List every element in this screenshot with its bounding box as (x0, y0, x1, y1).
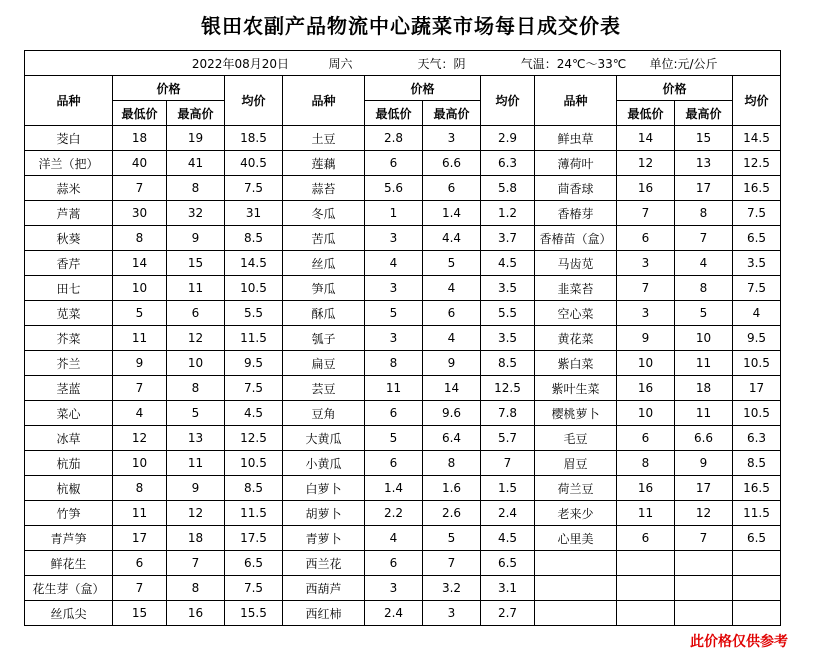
max-price-cell: 32 (167, 201, 225, 226)
max-price-cell: 41 (167, 151, 225, 176)
min-price-cell: 40 (113, 151, 167, 176)
max-price-cell: 4 (423, 276, 481, 301)
min-price-cell: 30 (113, 201, 167, 226)
header-row-2 (25, 101, 781, 126)
table-row (25, 276, 781, 301)
avg-price-cell: 6.5 (733, 526, 781, 551)
avg-price-cell: 3.7 (481, 226, 535, 251)
variety-cell: 心里美 (535, 526, 617, 551)
variety-cell: 樱桃萝卜 (535, 401, 617, 426)
min-price-cell: 6 (365, 451, 423, 476)
max-price-cell: 18 (167, 526, 225, 551)
variety-header: 品种 (25, 76, 113, 126)
variety-cell: 菜心 (25, 401, 113, 426)
min-price-cell: 10 (113, 276, 167, 301)
avg-header: 均价 (225, 76, 283, 126)
min-price-cell: 6 (617, 226, 675, 251)
variety-cell: 眉豆 (535, 451, 617, 476)
min-price-cell: 1 (365, 201, 423, 226)
variety-cell: 紫叶生菜 (535, 376, 617, 401)
min-price-cell: 9 (617, 326, 675, 351)
max-price-cell: 4 (675, 251, 733, 276)
variety-cell (535, 601, 617, 626)
variety-cell: 蒜米 (25, 176, 113, 201)
variety-cell: 青萝卜 (283, 526, 365, 551)
avg-price-cell: 16.5 (733, 476, 781, 501)
variety-cell: 香椿苗（盒） (535, 226, 617, 251)
avg-price-cell: 10.5 (733, 401, 781, 426)
avg-price-cell: 7.5 (733, 276, 781, 301)
avg-price-cell: 17 (733, 376, 781, 401)
max-price-cell: 3 (423, 601, 481, 626)
variety-cell: 芦蒿 (25, 201, 113, 226)
variety-cell: 西兰花 (283, 551, 365, 576)
avg-price-cell: 3.1 (481, 576, 535, 601)
table-row (25, 551, 781, 576)
min-price-cell: 10 (617, 351, 675, 376)
avg-price-cell: 2.7 (481, 601, 535, 626)
max-price-cell: 11 (675, 351, 733, 376)
avg-price-cell: 5.5 (481, 301, 535, 326)
variety-cell (535, 576, 617, 601)
variety-cell: 冰草 (25, 426, 113, 451)
avg-price-cell: 11.5 (733, 501, 781, 526)
min-price-cell: 3 (365, 226, 423, 251)
table-row (25, 376, 781, 401)
table-row (25, 501, 781, 526)
min-price-cell: 6 (365, 551, 423, 576)
min-price-cell: 7 (113, 576, 167, 601)
max-price-cell: 12 (167, 501, 225, 526)
min-price-cell: 5.6 (365, 176, 423, 201)
variety-cell: 洋兰（把） (25, 151, 113, 176)
max-price-cell (675, 601, 733, 626)
min-price-cell: 7 (617, 201, 675, 226)
max-price-cell: 8 (675, 276, 733, 301)
table-row (25, 226, 781, 251)
table-row (25, 426, 781, 451)
variety-cell: 大黄瓜 (283, 426, 365, 451)
info-cell (25, 51, 781, 76)
variety-cell: 老来少 (535, 501, 617, 526)
table-row (25, 201, 781, 226)
variety-cell: 茭白 (25, 126, 113, 151)
min-price-cell: 7 (113, 176, 167, 201)
max-price-header: 最高价 (675, 101, 733, 126)
min-price-cell: 12 (617, 151, 675, 176)
table-row (25, 126, 781, 151)
variety-cell: 竹笋 (25, 501, 113, 526)
max-price-cell: 6.6 (423, 151, 481, 176)
min-price-cell: 11 (617, 501, 675, 526)
max-price-cell: 9 (167, 476, 225, 501)
variety-cell: 茎蓝 (25, 376, 113, 401)
max-price-cell: 8 (167, 376, 225, 401)
max-price-cell: 4 (423, 326, 481, 351)
max-price-cell: 1.6 (423, 476, 481, 501)
max-price-cell: 17 (675, 476, 733, 501)
min-price-cell: 3 (617, 301, 675, 326)
table-row (25, 476, 781, 501)
avg-header: 均价 (733, 76, 781, 126)
max-price-cell: 7 (167, 551, 225, 576)
avg-price-cell: 4.5 (225, 401, 283, 426)
info-row (25, 51, 781, 76)
avg-price-cell: 2.9 (481, 126, 535, 151)
min-price-cell: 16 (617, 176, 675, 201)
min-price-cell: 2.8 (365, 126, 423, 151)
avg-price-cell: 4.5 (481, 251, 535, 276)
unit-text: 单位:元/公斤 (649, 56, 718, 71)
avg-price-cell: 7.5 (225, 576, 283, 601)
variety-cell: 扁豆 (283, 351, 365, 376)
max-price-cell: 11 (675, 401, 733, 426)
min-price-cell: 11 (365, 376, 423, 401)
variety-cell: 丝瓜 (283, 251, 365, 276)
avg-price-cell: 14.5 (225, 251, 283, 276)
max-price-cell: 8 (167, 176, 225, 201)
min-price-cell: 7 (113, 376, 167, 401)
date-text: 2022年08月20日 (191, 56, 289, 71)
variety-cell: 鲜花生 (25, 551, 113, 576)
avg-price-cell (733, 551, 781, 576)
header-row-1 (25, 76, 781, 101)
table-row (25, 251, 781, 276)
variety-cell: 马齿苋 (535, 251, 617, 276)
min-price-cell: 7 (617, 276, 675, 301)
variety-cell: 空心菜 (535, 301, 617, 326)
variety-cell: 芥菜 (25, 326, 113, 351)
avg-price-cell: 6.5 (481, 551, 535, 576)
max-price-cell: 8 (167, 576, 225, 601)
min-price-header: 最低价 (113, 101, 167, 126)
min-price-cell: 3 (365, 576, 423, 601)
min-price-cell: 8 (617, 451, 675, 476)
weekday-text: 周六 (328, 56, 353, 71)
avg-price-cell: 5.8 (481, 176, 535, 201)
min-price-cell: 6 (365, 151, 423, 176)
avg-header: 均价 (481, 76, 535, 126)
avg-price-cell: 10.5 (225, 451, 283, 476)
min-price-header: 最低价 (365, 101, 423, 126)
avg-price-cell: 12.5 (225, 426, 283, 451)
min-price-cell: 3 (617, 251, 675, 276)
max-price-cell: 8 (423, 451, 481, 476)
max-price-cell: 10 (675, 326, 733, 351)
min-price-header: 最低价 (617, 101, 675, 126)
max-price-cell: 16 (167, 601, 225, 626)
variety-cell: 香椿芽 (535, 201, 617, 226)
avg-price-cell: 15.5 (225, 601, 283, 626)
avg-price-cell: 8.5 (481, 351, 535, 376)
max-price-cell: 6 (167, 301, 225, 326)
avg-price-cell: 3.5 (481, 326, 535, 351)
avg-price-cell: 1.5 (481, 476, 535, 501)
min-price-cell: 10 (617, 401, 675, 426)
min-price-cell: 5 (113, 301, 167, 326)
temperature-text: 气温：24℃～33℃ (520, 56, 627, 71)
max-price-cell: 5 (423, 526, 481, 551)
price-header: 价格 (365, 76, 481, 101)
max-price-cell: 15 (167, 251, 225, 276)
max-price-cell: 11 (167, 276, 225, 301)
avg-price-cell: 3.5 (733, 251, 781, 276)
variety-cell: 西红柿 (283, 601, 365, 626)
variety-cell: 瓠子 (283, 326, 365, 351)
avg-price-cell: 6.5 (733, 226, 781, 251)
avg-price-cell: 40.5 (225, 151, 283, 176)
variety-cell: 笋瓜 (283, 276, 365, 301)
table-row (25, 176, 781, 201)
max-price-cell: 10 (167, 351, 225, 376)
min-price-cell: 4 (365, 251, 423, 276)
avg-price-cell: 7.5 (225, 376, 283, 401)
variety-cell: 蒜苔 (283, 176, 365, 201)
avg-price-cell: 9.5 (225, 351, 283, 376)
max-price-cell: 5 (675, 301, 733, 326)
min-price-cell: 15 (113, 601, 167, 626)
variety-cell: 丝瓜尖 (25, 601, 113, 626)
max-price-cell: 5 (167, 401, 225, 426)
variety-header: 品种 (283, 76, 365, 126)
variety-cell: 花生芽（盒） (25, 576, 113, 601)
avg-price-cell: 16.5 (733, 176, 781, 201)
min-price-cell: 9 (113, 351, 167, 376)
variety-cell: 紫白菜 (535, 351, 617, 376)
variety-cell: 田七 (25, 276, 113, 301)
price-table (24, 50, 781, 626)
max-price-cell: 2.6 (423, 501, 481, 526)
max-price-cell: 7 (423, 551, 481, 576)
variety-cell: 冬瓜 (283, 201, 365, 226)
avg-price-cell: 5.5 (225, 301, 283, 326)
avg-price-cell: 5.7 (481, 426, 535, 451)
max-price-cell: 1.4 (423, 201, 481, 226)
max-price-cell: 9.6 (423, 401, 481, 426)
variety-cell: 荷兰豆 (535, 476, 617, 501)
max-price-cell: 13 (167, 426, 225, 451)
min-price-cell: 8 (113, 226, 167, 251)
max-price-cell: 9 (423, 351, 481, 376)
price-header: 价格 (113, 76, 225, 101)
avg-price-cell: 8.5 (733, 451, 781, 476)
max-price-cell: 13 (675, 151, 733, 176)
min-price-cell: 10 (113, 451, 167, 476)
min-price-cell: 6 (617, 526, 675, 551)
avg-price-cell: 6.3 (481, 151, 535, 176)
min-price-cell: 16 (617, 476, 675, 501)
variety-cell: 鲜虫草 (535, 126, 617, 151)
min-price-cell: 11 (113, 326, 167, 351)
min-price-cell: 4 (365, 526, 423, 551)
avg-price-cell: 4 (733, 301, 781, 326)
max-price-cell: 6 (423, 301, 481, 326)
reference-note: 此价格仅供参考 (690, 634, 788, 650)
avg-price-cell: 4.5 (481, 526, 535, 551)
variety-cell: 毛豆 (535, 426, 617, 451)
variety-cell: 胡萝卜 (283, 501, 365, 526)
min-price-cell: 16 (617, 376, 675, 401)
max-price-cell: 8 (675, 201, 733, 226)
max-price-cell: 3 (423, 126, 481, 151)
variety-header: 品种 (535, 76, 617, 126)
max-price-cell: 7 (675, 226, 733, 251)
max-price-cell: 12 (675, 501, 733, 526)
avg-price-cell: 11.5 (225, 501, 283, 526)
page-title: 银田农副产品物流中心蔬菜市场每日成交价表 (201, 14, 621, 38)
min-price-cell: 8 (365, 351, 423, 376)
min-price-cell: 5 (365, 426, 423, 451)
variety-cell: 杭茄 (25, 451, 113, 476)
avg-price-cell: 14.5 (733, 126, 781, 151)
max-price-cell: 9 (675, 451, 733, 476)
max-price-cell: 17 (675, 176, 733, 201)
variety-cell: 豆角 (283, 401, 365, 426)
min-price-cell: 2.2 (365, 501, 423, 526)
avg-price-cell: 6.3 (733, 426, 781, 451)
max-price-cell: 3.2 (423, 576, 481, 601)
variety-cell: 秋葵 (25, 226, 113, 251)
weather-text: 天气：阴 (417, 56, 466, 71)
table-row (25, 351, 781, 376)
avg-price-cell: 31 (225, 201, 283, 226)
max-price-header: 最高价 (167, 101, 225, 126)
variety-cell: 莲藕 (283, 151, 365, 176)
variety-cell: 土豆 (283, 126, 365, 151)
min-price-cell: 4 (113, 401, 167, 426)
max-price-cell: 19 (167, 126, 225, 151)
avg-price-cell: 2.4 (481, 501, 535, 526)
avg-price-cell: 12.5 (733, 151, 781, 176)
min-price-cell: 3 (365, 326, 423, 351)
max-price-header: 最高价 (423, 101, 481, 126)
avg-price-cell: 3.5 (481, 276, 535, 301)
min-price-cell (617, 601, 675, 626)
avg-price-cell: 7 (481, 451, 535, 476)
avg-price-cell (733, 601, 781, 626)
avg-price-cell: 9.5 (733, 326, 781, 351)
avg-price-cell: 7.5 (225, 176, 283, 201)
max-price-cell: 6.4 (423, 426, 481, 451)
min-price-cell: 3 (365, 276, 423, 301)
avg-price-cell: 7.8 (481, 401, 535, 426)
max-price-cell: 12 (167, 326, 225, 351)
variety-cell: 茴香球 (535, 176, 617, 201)
min-price-cell: 11 (113, 501, 167, 526)
avg-price-cell (733, 576, 781, 601)
max-price-cell: 18 (675, 376, 733, 401)
variety-cell: 黄花菜 (535, 326, 617, 351)
min-price-cell: 6 (617, 426, 675, 451)
max-price-cell: 11 (167, 451, 225, 476)
table-row (25, 576, 781, 601)
variety-cell: 小黄瓜 (283, 451, 365, 476)
avg-price-cell: 11.5 (225, 326, 283, 351)
max-price-cell: 5 (423, 251, 481, 276)
variety-cell: 苋菜 (25, 301, 113, 326)
variety-cell: 酥瓜 (283, 301, 365, 326)
avg-price-cell: 7.5 (733, 201, 781, 226)
min-price-cell (617, 551, 675, 576)
min-price-cell: 14 (113, 251, 167, 276)
table-row (25, 601, 781, 626)
variety-cell: 西葫芦 (283, 576, 365, 601)
avg-price-cell: 10.5 (225, 276, 283, 301)
max-price-cell: 14 (423, 376, 481, 401)
min-price-cell: 14 (617, 126, 675, 151)
max-price-cell: 4.4 (423, 226, 481, 251)
min-price-cell: 17 (113, 526, 167, 551)
max-price-cell: 15 (675, 126, 733, 151)
min-price-cell: 6 (113, 551, 167, 576)
variety-cell: 杭椒 (25, 476, 113, 501)
avg-price-cell: 8.5 (225, 476, 283, 501)
min-price-cell: 12 (113, 426, 167, 451)
max-price-cell (675, 576, 733, 601)
variety-cell: 香芹 (25, 251, 113, 276)
max-price-cell: 6 (423, 176, 481, 201)
table-row (25, 401, 781, 426)
max-price-cell: 9 (167, 226, 225, 251)
max-price-cell (675, 551, 733, 576)
min-price-cell (617, 576, 675, 601)
variety-cell: 芸豆 (283, 376, 365, 401)
variety-cell: 芥兰 (25, 351, 113, 376)
price-header: 价格 (617, 76, 733, 101)
min-price-cell: 1.4 (365, 476, 423, 501)
min-price-cell: 2.4 (365, 601, 423, 626)
avg-price-cell: 1.2 (481, 201, 535, 226)
avg-price-cell: 18.5 (225, 126, 283, 151)
min-price-cell: 8 (113, 476, 167, 501)
max-price-cell: 7 (675, 526, 733, 551)
variety-cell (535, 551, 617, 576)
variety-cell: 青芦笋 (25, 526, 113, 551)
table-row (25, 301, 781, 326)
min-price-cell: 5 (365, 301, 423, 326)
min-price-cell: 6 (365, 401, 423, 426)
min-price-cell: 18 (113, 126, 167, 151)
table-row (25, 451, 781, 476)
variety-cell: 薄荷叶 (535, 151, 617, 176)
table-row (25, 526, 781, 551)
avg-price-cell: 10.5 (733, 351, 781, 376)
variety-cell: 韭菜苔 (535, 276, 617, 301)
max-price-cell: 6.6 (675, 426, 733, 451)
avg-price-cell: 6.5 (225, 551, 283, 576)
table-row (25, 151, 781, 176)
variety-cell: 苦瓜 (283, 226, 365, 251)
avg-price-cell: 8.5 (225, 226, 283, 251)
avg-price-cell: 12.5 (481, 376, 535, 401)
table-row (25, 326, 781, 351)
variety-cell: 白萝卜 (283, 476, 365, 501)
avg-price-cell: 17.5 (225, 526, 283, 551)
